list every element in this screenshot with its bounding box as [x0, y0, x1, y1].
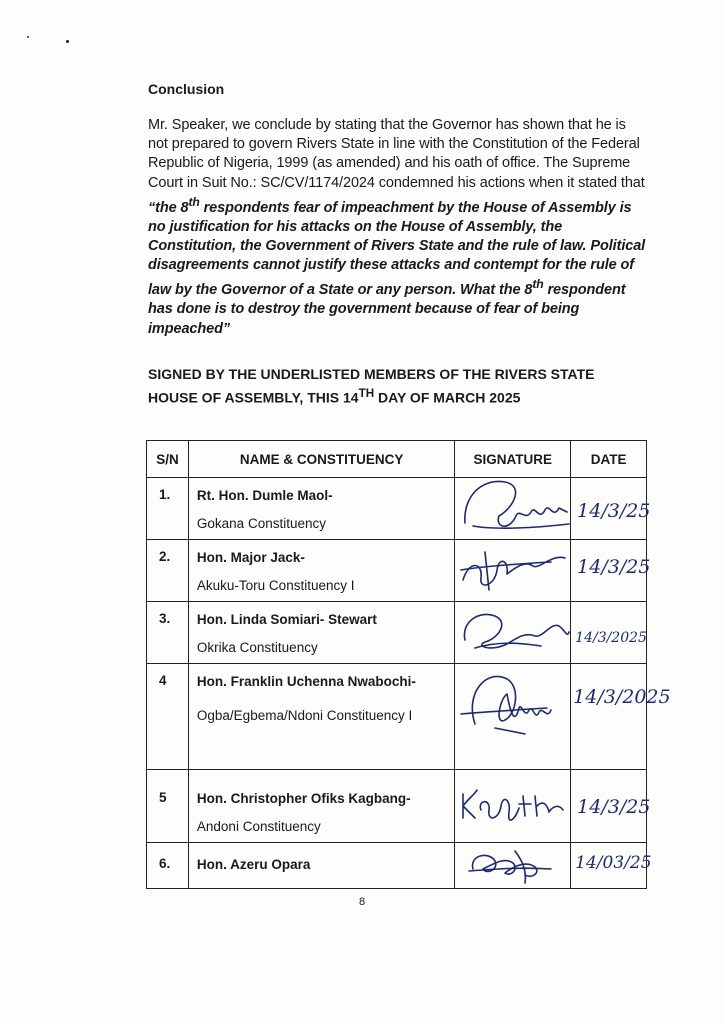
date-cell [571, 540, 651, 602]
table-row [147, 602, 647, 664]
row-sn: 4 [147, 664, 189, 770]
date-cell [571, 602, 647, 664]
header-sn: S/N [147, 441, 189, 478]
member-name: Hon. Azeru Opara [196, 857, 311, 872]
signature-mark [455, 478, 571, 539]
member-constituency: Okrika Constituency [196, 640, 318, 655]
member-constituency: Andoni Constituency [196, 819, 321, 834]
signature-cell [455, 478, 571, 540]
row-name-cell [188, 664, 454, 770]
signature-mark [455, 540, 571, 601]
conclusion-paragraph: Mr. Speaker, we conclude by stating that the Governor has shown that he is not prepared to govern Rivers State in line with the Constitution of the Federal Republic of Nigeria, 1999 (as amended) and his oath of office. The Supreme Court in Suit No.: SC/CV/1174/2024 condemned his actions when it stated that “the 8th respondents fear of impeachment by the House of Assembly is no justification for his attacks on the House of Assembly, the Constitution, the Government of Rivers State and the rule of law. Political disagreements cannot justify these attacks and contempt for the rule of law by the Governor of a State or any person. What the 8th respondent has done is to destroy the government because of fear of being impeached” [148, 117, 646, 337]
handwritten-date: 14/3/25 [577, 796, 651, 818]
signature-mark [455, 843, 571, 889]
page-number: 8 [358, 896, 366, 908]
row-name-cell [188, 770, 454, 843]
signature-cell [455, 540, 571, 602]
table-row [147, 770, 647, 843]
row-sn: 3. [147, 602, 189, 664]
header-signature: SIGNATURE [455, 441, 571, 478]
header-date: DATE [571, 441, 647, 478]
row-sn: 6. [147, 843, 189, 889]
signature-mark [455, 770, 571, 842]
member-constituency: Akuku-Toru Constituency I [196, 578, 355, 593]
signature-cell [455, 770, 571, 843]
member-name: Hon. Christopher Ofiks Kagbang- [196, 791, 411, 806]
members-table [146, 440, 671, 889]
header-name: NAME & CONSTITUENCY [188, 441, 454, 478]
signature-mark [455, 602, 571, 659]
date-cell [571, 478, 651, 540]
scan-speck [66, 40, 69, 43]
scan-speck [27, 36, 29, 38]
signed-statement: SIGNED BY THE UNDERLISTED MEMBERS OF THE RIVERS STATE HOUSE OF ASSEMBLY, THIS 14TH DAY OF MARCH 2025 [148, 366, 595, 406]
row-sn: 2. [147, 540, 189, 602]
member-name: Hon. Franklin Uchenna Nwabochi- [196, 674, 416, 689]
row-name-cell [188, 602, 454, 664]
date-cell [571, 664, 671, 770]
signature-mark [455, 664, 571, 770]
row-name-cell [188, 843, 454, 889]
member-name: Hon. Linda Somiari- Stewart [196, 612, 377, 627]
member-name: Rt. Hon. Dumle Maol- [196, 488, 333, 503]
row-name-cell [188, 540, 454, 602]
handwritten-date: 14/3/2025 [573, 686, 671, 708]
date-cell [571, 843, 652, 889]
member-constituency: Gokana Constituency [196, 516, 326, 531]
member-name: Hon. Major Jack- [196, 550, 305, 565]
row-sn: 5 [147, 770, 189, 843]
table-row [147, 664, 647, 770]
handwritten-date: 14/3/25 [577, 500, 651, 522]
table-header-row [147, 441, 647, 478]
handwritten-date: 14/3/25 [577, 556, 651, 578]
signature-cell [455, 843, 571, 889]
signature-cell [455, 664, 571, 770]
table-row [147, 478, 647, 540]
supreme-court-quote: “the 8th respondents fear of impeachment by the House of Assembly is no justification for his attacks on the House of Assembly, the Constitution, the Government of Rivers State and the rule of law. Political disagreements cannot justify these attacks and contempt for the rule of law by the Governor of a State or any person. What the 8th respondent has done is to destroy the government because of fear of being impeached” [148, 194, 646, 337]
date-cell [571, 770, 651, 843]
row-name-cell [188, 478, 454, 540]
member-constituency: Ogba/Egbema/Ndoni Constituency I [196, 708, 413, 723]
section-heading: Conclusion [148, 81, 225, 97]
signature-cell [455, 602, 571, 664]
table-row [147, 540, 647, 602]
row-sn: 1. [147, 478, 189, 540]
table-row [147, 843, 647, 889]
handwritten-date: 14/3/2025 [575, 630, 647, 646]
handwritten-date: 14/03/25 [575, 853, 652, 873]
